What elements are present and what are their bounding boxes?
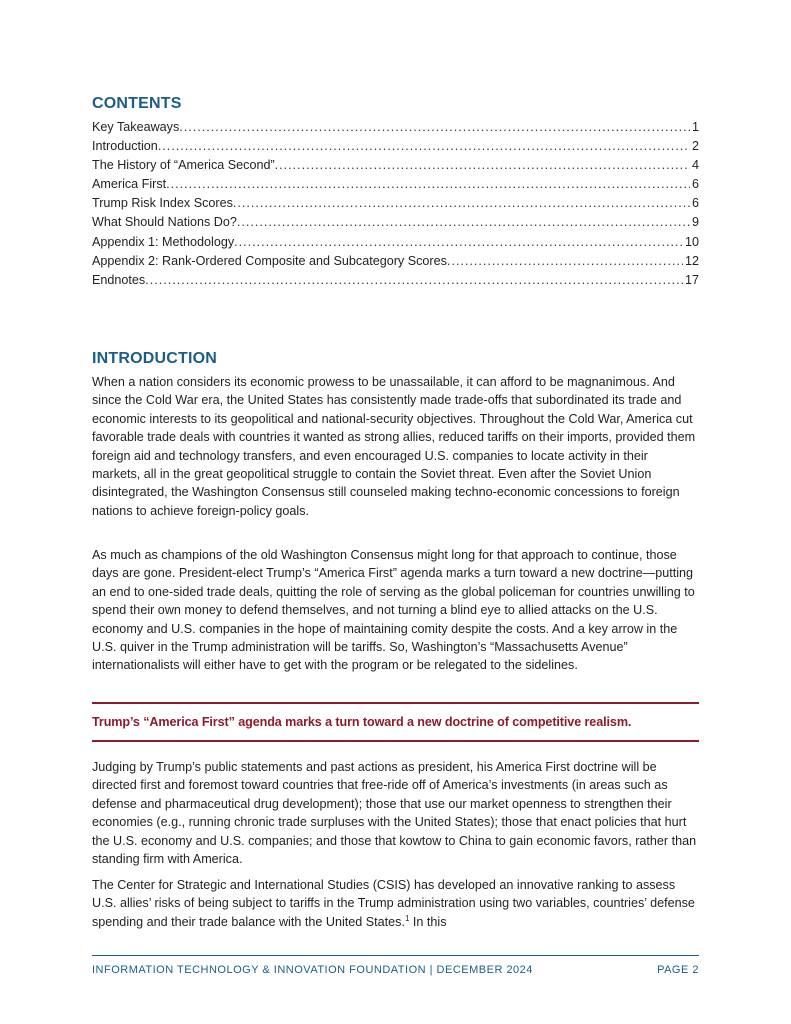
- toc-entry[interactable]: America First ..... 6: [92, 175, 699, 194]
- body-paragraph: Judging by Trump’s public statements and past actions as president, his America First doctrine will be directed first and foremost toward countries that free-ride off of America’s investments (in areas such as defense and pharmaceutical drug development); those that use our market openness to strengthen their economies (e.g., running chronic trade surpluses with the United States); those that enact policies that hurt the U.S. economy and U.S. companies; and those that kowtow to China to gain economic favors, rather than standing firm with America.: [92, 760, 697, 867]
- toc-entry[interactable]: The History of “America Second” ..... 4: [92, 156, 699, 175]
- page-number: PAGE 2: [657, 964, 699, 976]
- toc-entry[interactable]: Introduction ..... 2: [92, 137, 699, 156]
- toc-entry[interactable]: Appendix 2: Rank-Ordered Composite and Subcategory Scores ..... 12: [92, 252, 699, 271]
- toc-entry[interactable]: What Should Nations Do? ..... 9: [92, 213, 699, 232]
- introduction-heading: INTRODUCTION: [92, 350, 218, 367]
- toc-entry[interactable]: Endnotes ..... 17: [92, 271, 699, 290]
- footer-divider: [92, 955, 699, 956]
- body-paragraph: When a nation considers its economic prowess to be unassailable, it can afford to be magnanimous. And since the Cold War era, the United States has consistently made trade-offs that subordinated its trade and economic interests to its geopolitical and national-security objectives. Throughout the Cold War, America cut favorable trade deals with countries it wanted as strong allies, reduced tariffs on their imports, provided them foreign aid and technology transfers, and even encouraged U.S. companies to locate activity in their markets, all in the great geopolitical struggle to contain the Soviet threat. Even after the Soviet Union disintegrated, the Washington Consensus still counseled making techno-economic concessions to foreign nations to achieve foreign-policy goals.: [92, 375, 696, 518]
- toc-entry[interactable]: Key Takeaways ..... 1: [92, 118, 699, 137]
- pull-quote: [92, 702, 699, 742]
- body-paragraph: The Center for Strategic and International Studies (CSIS) has developed an innovative ranking to assess U.S. allies’ risks of being subject to tariffs in the Trump administration using two variables, countries’ defense spending and their trade balance with the United States.$^1$ In this: [92, 878, 695, 929]
- contents-heading: CONTENTS: [92, 95, 182, 112]
- pull-quote-text: Trump’s “America First” agenda marks a turn toward a new doctrine of competitive realism.: [92, 715, 632, 729]
- toc-entry[interactable]: Appendix 1: Methodology ..... 10: [92, 233, 699, 252]
- toc-entry[interactable]: Trump Risk Index Scores ..... 6: [92, 194, 699, 213]
- footnote-reference[interactable]: 1: [404, 913, 410, 923]
- body-paragraph: As much as champions of the old Washington Consensus might long for that approach to continue, those days are gone. President-elect Trump’s “America First” agenda marks a turn toward a new doctrine—putting an end to one-sided trade deals, quitting the role of serving as the global policeman for countries unwilling to spend their own money to defend themselves, and not turning a blind eye to allied attacks on the U.S. economy and U.S. companies in the hope of maintaining comity despite the costs. And a key arrow in the U.S. quiver in the Trump administration will be tariffs. So, Washington’s “Massachusetts Avenue” internationalists will either have to get with the program or be relegated to the sidelines.: [92, 548, 695, 673]
- footer-organization: INFORMATION TECHNOLOGY & INNOVATION FOUNDATION | DECEMBER 2024: [92, 964, 533, 976]
- table-of-contents: [92, 118, 699, 290]
